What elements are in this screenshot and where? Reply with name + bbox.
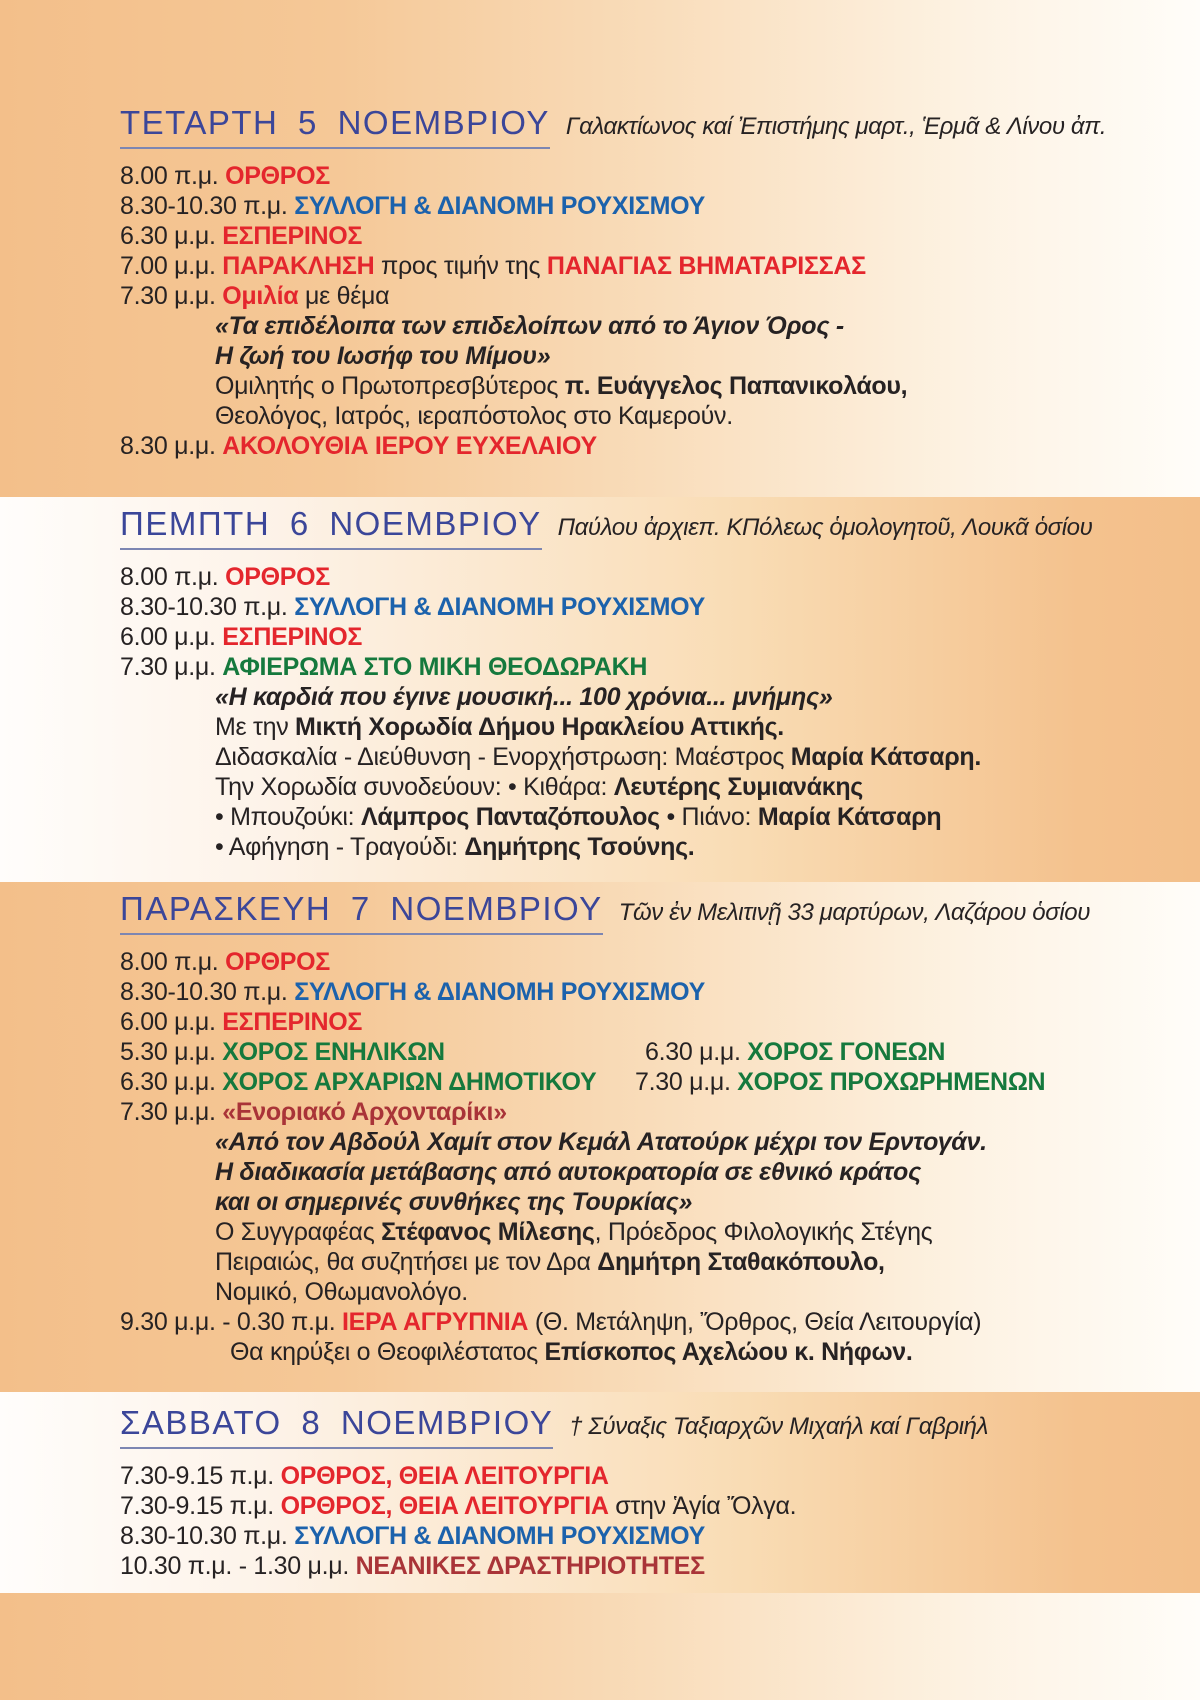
- event-name: ΕΣΠΕΡΙΝΟΣ: [222, 1008, 363, 1036]
- event-name: ΟΡΘΡΟΣ: [225, 162, 330, 190]
- event-name: ΧΟΡΟΣ ΕΝΗΛΙΚΩΝ: [222, 1038, 445, 1066]
- schedule-list: [120, 161, 1170, 461]
- emphasis-text: Μαρία Κάτσαρη: [757, 803, 942, 831]
- schedule-line-second-column: [635, 1067, 1045, 1097]
- schedule-line-second-column: [645, 1037, 945, 1067]
- schedule-text: Πειραιώς, θα συζητήσει με τον Δρα: [215, 1248, 598, 1276]
- time-label: 7.30 μ.μ.: [120, 653, 223, 681]
- schedule-list: [120, 947, 1170, 1367]
- time-label: 8.00 π.μ.: [120, 948, 226, 976]
- schedule-text: Την Χορωδία συνοδεύουν: • Κιθάρα:: [215, 773, 614, 801]
- schedule-line: [120, 592, 1170, 622]
- time-label: 7.30 μ.μ.: [120, 282, 223, 310]
- schedule-line: [120, 1461, 1170, 1491]
- schedule-line: [120, 622, 1170, 652]
- schedule-line: [120, 1277, 1170, 1307]
- emphasis-text: Δημήτρης Τσούνης.: [464, 833, 695, 861]
- emphasis-text: π. Ευάγγελος Παπανικολάου,: [564, 372, 908, 400]
- schedule-line: [120, 832, 1170, 862]
- section-header: [120, 1404, 1170, 1449]
- schedule-line: [120, 431, 1170, 461]
- event-name: ΧΟΡΟΣ ΓΟΝΕΩΝ: [747, 1038, 946, 1066]
- event-name: Ομιλία: [222, 282, 299, 310]
- time-label: 8.30-10.30 π.μ.: [120, 192, 295, 220]
- schedule-line: [120, 281, 1170, 311]
- section-wednesday: [0, 0, 1200, 497]
- schedule-line: [120, 712, 1170, 742]
- event-name: ΝΕΑΝΙΚΕΣ ΔΡΑΣΤΗΡΙΟΤΗΤΕΣ: [355, 1552, 705, 1580]
- schedule-line: [120, 682, 1170, 712]
- time-label: 7.30-9.15 π.μ.: [120, 1462, 281, 1490]
- schedule-line: [120, 742, 1170, 772]
- event-name: ΟΡΘΡΟΣ: [225, 948, 330, 976]
- schedule-line: [120, 1007, 1170, 1037]
- schedule-text: • Μπουζούκι:: [215, 803, 361, 831]
- time-label: 6.30 μ.μ.: [120, 222, 223, 250]
- time-label: 7.00 μ.μ.: [120, 252, 223, 280]
- schedule-text: • Αφήγηση - Τραγούδι:: [215, 833, 465, 861]
- schedule-text: Θεολόγος, Ιατρός, ιεραπόστολος στο Καμερούν.: [215, 402, 733, 430]
- schedule-line: [120, 802, 1170, 832]
- feast-note: Γαλακτίωνος καί Ἐπιστήμης μαρτ., Ἑρμᾶ & Λίνου ἀπ.: [565, 113, 1107, 140]
- feast-note: Τῶν ἐν Μελιτινῇ 33 μαρτύρων, Λαζάρου ὁσίου: [618, 899, 1090, 926]
- section-thursday: [0, 497, 1200, 882]
- schedule-line: [120, 1037, 1170, 1067]
- schedule-line: [120, 562, 1170, 592]
- schedule-line: [120, 652, 1170, 682]
- schedule-text: Ο Συγγραφέας: [215, 1218, 382, 1246]
- schedule-text: Ομιλητής ο Πρωτοπρεσβύτερος: [215, 372, 565, 400]
- schedule-line: [120, 1521, 1170, 1551]
- schedule-line: [120, 251, 1170, 281]
- schedule-line: [120, 1247, 1170, 1277]
- emphasis-text: Στέφανος Μίλεσης: [381, 1218, 595, 1246]
- schedule-text: στην Ἁγία Ὄλγα.: [608, 1492, 797, 1520]
- feast-note: Παύλου ἀρχιεπ. ΚΠόλεως ὁμολογητοῦ, Λουκᾶ ὁσίου: [557, 514, 1093, 541]
- schedule-text: προς τιμήν της: [374, 252, 547, 280]
- schedule-line: [120, 311, 1170, 341]
- day-title: ΣΑΒΒΑΤΟ 8 ΝΟΕΜΒΡΙΟΥ: [120, 1404, 553, 1449]
- time-label: 6.00 μ.μ.: [120, 1008, 223, 1036]
- event-name: ΠΑΝΑΓΙΑΣ ΒΗΜΑΤΑΡΙΣΣΑΣ: [546, 252, 866, 280]
- schedule-line: [120, 161, 1170, 191]
- section-header: [120, 104, 1170, 149]
- emphasis-text: Επίσκοπος Αχελώου κ. Νήφων.: [544, 1338, 913, 1366]
- time-label: 7.30-9.15 π.μ.: [120, 1492, 281, 1520]
- time-label: 6.30 μ.μ.: [120, 1068, 223, 1096]
- schedule-text: , Πρόεδρος Φιλολογικής Στέγης: [594, 1218, 933, 1246]
- event-name: ΟΡΘΡΟΣ, ΘΕΙΑ ΛΕΙΤΟΥΡΓΙΑ: [280, 1462, 609, 1490]
- time-label: 8.00 π.μ.: [120, 563, 226, 591]
- time-label: 8.30-10.30 π.μ.: [120, 978, 295, 1006]
- event-name: ΧΟΡΟΣ ΑΡΧΑΡΙΩΝ ΔΗΜΟΤΙΚΟΥ: [222, 1068, 597, 1096]
- schedule-line: [120, 371, 1170, 401]
- quote-text: Η ζωή του Ιωσήφ του Μίμου»: [215, 342, 551, 370]
- time-label: 7.30 μ.μ.: [635, 1068, 738, 1096]
- event-name: ΑΦΙΕΡΩΜΑ ΣΤΟ ΜΙΚΗ ΘΕΟΔΩΡΑΚΗ: [222, 653, 648, 681]
- time-label: 6.30 μ.μ.: [645, 1038, 748, 1066]
- schedule-line: [120, 191, 1170, 221]
- day-title: ΠΕΜΠΤΗ 6 ΝΟΕΜΒΡΙΟΥ: [120, 505, 542, 550]
- schedule-text: με θέμα: [298, 282, 390, 310]
- schedule-text: • Πιάνο:: [659, 803, 758, 831]
- schedule-text: Με την: [215, 713, 296, 741]
- event-name: ΧΟΡΟΣ ΠΡΟΧΩΡΗΜΕΝΩΝ: [737, 1068, 1046, 1096]
- time-label: 7.30 μ.μ.: [120, 1098, 223, 1126]
- schedule-line: [120, 1551, 1170, 1581]
- quote-text: «Η καρδιά που έγινε μουσική... 100 χρόνια... μνήμης»: [215, 683, 833, 711]
- event-name: ΠΑΡΑΚΛΗΣΗ: [222, 252, 375, 280]
- section-header: [120, 890, 1170, 935]
- event-name: ΣΥΛΛΟΓΗ & ΔΙΑΝΟΜΗ ΡΟΥΧΙΣΜΟΥ: [294, 593, 705, 621]
- schedule-line: [120, 401, 1170, 431]
- section-saturday: [0, 1392, 1200, 1593]
- day-title: ΠΑΡΑΣΚΕΥΗ 7 ΝΟΕΜΒΡΙΟΥ: [120, 890, 603, 935]
- schedule-text: Νομικό, Οθωμανολόγο.: [215, 1278, 468, 1306]
- quote-text: Η διαδικασία μετάβασης από αυτοκρατορία σε εθνικό κράτος: [215, 1158, 922, 1186]
- schedule-line: [120, 1067, 1170, 1097]
- event-name: ΙΕΡΑ ΑΓΡΥΠΝΙΑ: [342, 1308, 529, 1336]
- schedule-line: [120, 772, 1170, 802]
- event-name: ΣΥΛΛΟΓΗ & ΔΙΑΝΟΜΗ ΡΟΥΧΙΣΜΟΥ: [294, 192, 705, 220]
- schedule-line: [120, 1307, 1170, 1337]
- event-name: ΑΚΟΛΟΥΘΙΑ ΙΕΡΟΥ ΕΥΧΕΛΑΙΟΥ: [222, 432, 597, 460]
- schedule-line: [120, 1187, 1170, 1217]
- emphasis-text: Δημήτρη Σταθακόπουλο,: [597, 1248, 885, 1276]
- time-label: 6.00 μ.μ.: [120, 623, 223, 651]
- schedule-list: [120, 1461, 1170, 1581]
- section-header: [120, 505, 1170, 550]
- time-label: 8.30-10.30 π.μ.: [120, 593, 295, 621]
- event-name: ΕΣΠΕΡΙΝΟΣ: [222, 623, 363, 651]
- footer-band: [0, 1593, 1200, 1700]
- schedule-line: [120, 221, 1170, 251]
- event-name: «Ενοριακό Αρχονταρίκι»: [222, 1098, 507, 1126]
- quote-text: «Από τον Αβδούλ Χαμίτ στον Κεμάλ Ατατούρκ μέχρι τον Ερντογάν.: [215, 1128, 987, 1156]
- event-name: ΟΡΘΡΟΣ: [225, 563, 330, 591]
- schedule-text: Θα κηρύξει ο Θεοφιλέστατος: [230, 1338, 545, 1366]
- time-label: 8.30 μ.μ.: [120, 432, 223, 460]
- event-name: ΟΡΘΡΟΣ, ΘΕΙΑ ΛΕΙΤΟΥΡΓΙΑ: [280, 1492, 609, 1520]
- event-name: ΕΣΠΕΡΙΝΟΣ: [222, 222, 363, 250]
- time-label: 5.30 μ.μ.: [120, 1038, 223, 1066]
- emphasis-text: Μικτή Χορωδία Δήμου Ηρακλείου Αττικής.: [295, 713, 784, 741]
- event-name: ΣΥΛΛΟΓΗ & ΔΙΑΝΟΜΗ ΡΟΥΧΙΣΜΟΥ: [294, 1522, 705, 1550]
- emphasis-text: Λάμπρος Πανταζόπουλος: [360, 803, 660, 831]
- time-label: 10.30 π.μ. - 1.30 μ.μ.: [120, 1552, 356, 1580]
- schedule-line: [120, 947, 1170, 977]
- emphasis-text: Μαρία Κάτσαρη.: [790, 743, 981, 771]
- schedule-text: Διδασκαλία - Διεύθυνση - Ενορχήστρωση: Μαέστρος: [215, 743, 791, 771]
- schedule-line: [120, 1097, 1170, 1127]
- schedule-line: [120, 1127, 1170, 1157]
- schedule-line: [120, 1217, 1170, 1247]
- time-label: 8.30-10.30 π.μ.: [120, 1522, 295, 1550]
- schedule-line: [120, 341, 1170, 371]
- quote-text: και οι σημερινές συνθήκες της Τουρκίας»: [215, 1188, 693, 1216]
- schedule-line: [120, 1157, 1170, 1187]
- event-name: ΣΥΛΛΟΓΗ & ΔΙΑΝΟΜΗ ΡΟΥΧΙΣΜΟΥ: [294, 978, 705, 1006]
- schedule-list: [120, 562, 1170, 862]
- schedule-text: (Θ. Μετάληψη, Ὄρθρος, Θεία Λειτουργία): [528, 1308, 982, 1336]
- time-label: 9.30 μ.μ. - 0.30 π.μ.: [120, 1308, 343, 1336]
- feast-note: † Σύναξις Ταξιαρχῶν Μιχαήλ καί Γαβριήλ: [569, 1413, 989, 1440]
- emphasis-text: Λευτέρης Συμιανάκης: [613, 773, 864, 801]
- time-label: 8.00 π.μ.: [120, 162, 226, 190]
- schedule-line: [120, 1337, 1170, 1367]
- schedule-line: [120, 1491, 1170, 1521]
- section-friday: [0, 882, 1200, 1392]
- day-title: ΤΕΤΑΡΤΗ 5 ΝΟΕΜΒΡΙΟΥ: [120, 104, 550, 149]
- schedule-line: [120, 977, 1170, 1007]
- quote-text: «Τα επιδέλοιπα των επιδελοίπων από το Άγιον Όρος -: [215, 312, 844, 340]
